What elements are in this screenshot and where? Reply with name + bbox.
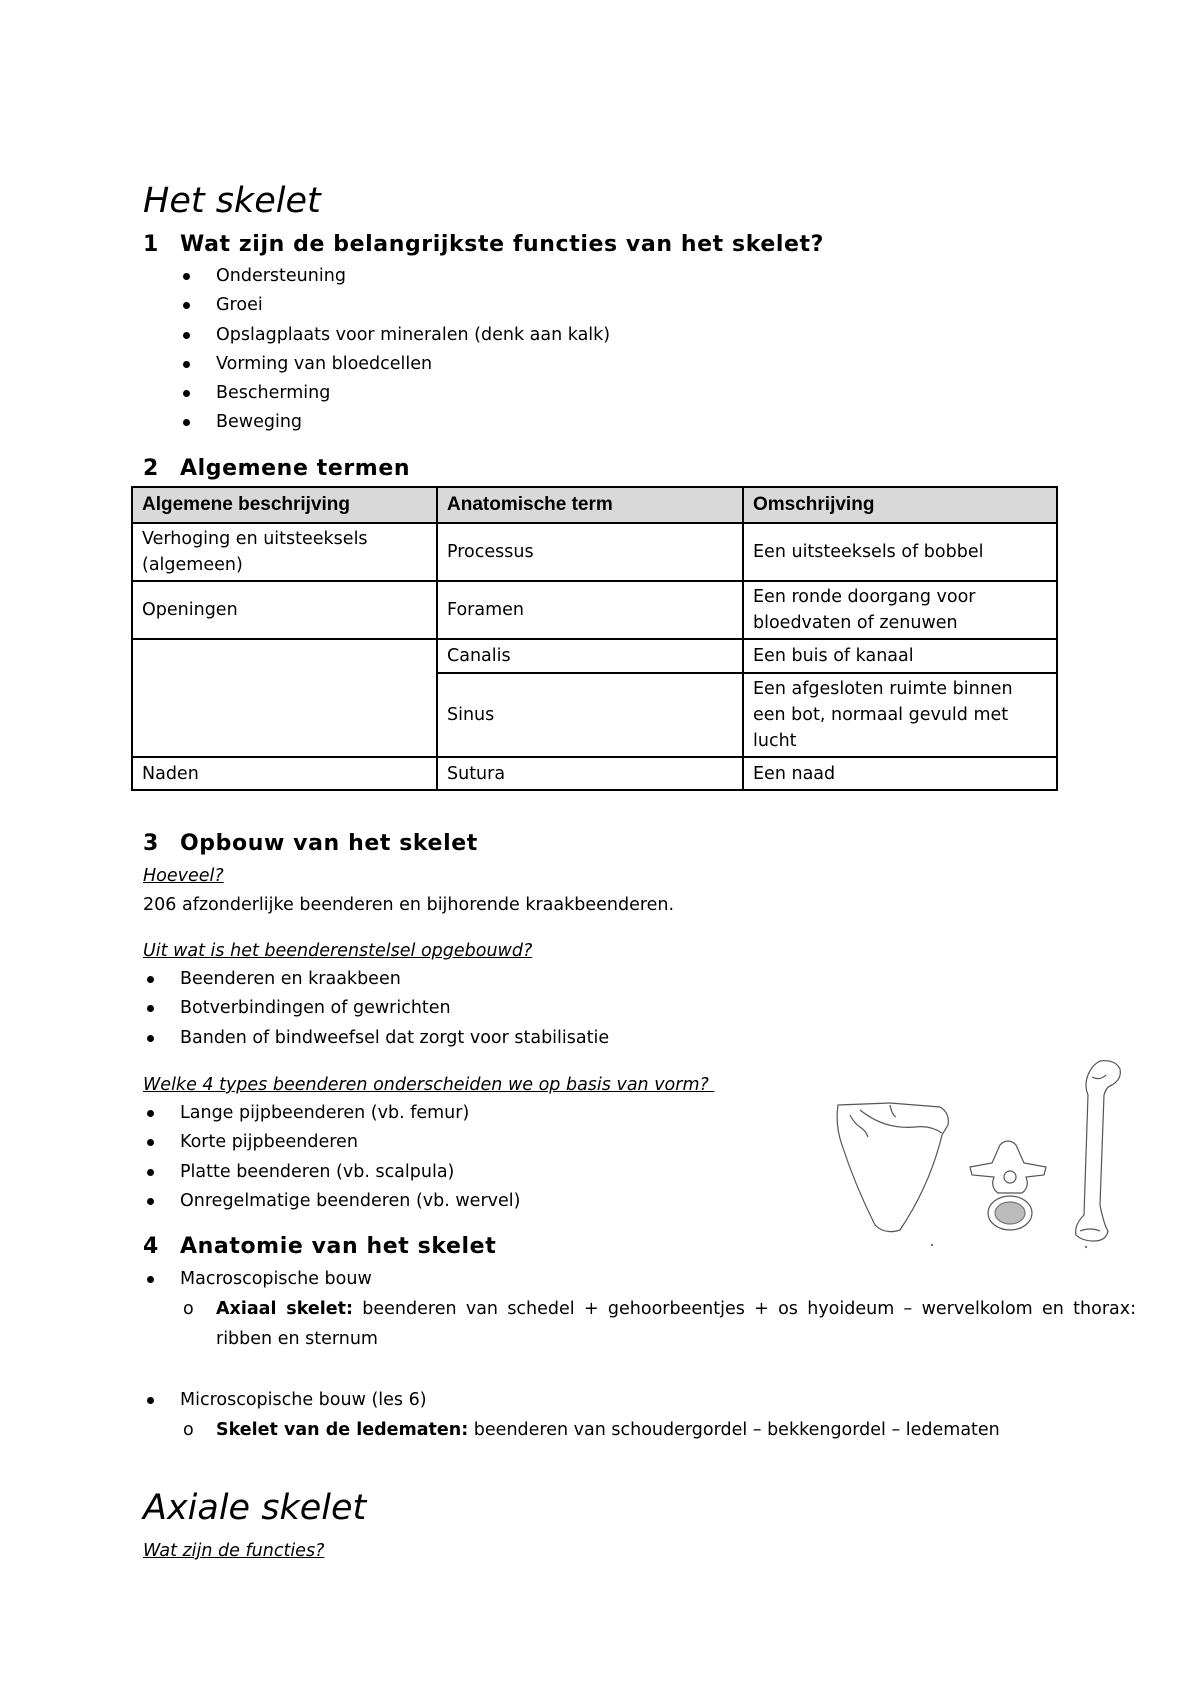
table-header-cell: Anatomische term [437,487,743,523]
list-item: Onregelmatige beenderen (vb. wervel) [143,1187,743,1216]
list-item: Microscopische bouw (les 6) [143,1386,1063,1415]
table-row [132,581,1057,639]
list-item: Platte beenderen (vb. scalpula) [143,1158,743,1187]
section3-title: Opbouw van het skelet [180,831,478,856]
table-cell: Een buis of kanaal [743,639,1057,673]
vertebra-illustration [970,1141,1046,1230]
limbs-skeleton-label: Skelet van de ledematen: [216,1420,469,1440]
section4-number: 4 [143,1234,159,1259]
functions-list [143,262,1043,438]
list-item: Groei [143,291,1043,320]
list-item: Beweging [143,408,1043,437]
sublist-item-limbs [143,1415,1136,1445]
scapula-illustration [837,1103,948,1232]
section2-heading [143,455,410,483]
list-item: Ondersteuning [143,262,1043,291]
section2-number: 2 [143,456,159,481]
table-cell: Verhoging en uitsteeksels (algemeen) [132,523,437,581]
anatomy-list-2 [143,1386,1063,1415]
table-cell: Een uitsteeksels of bobbel [743,523,1057,581]
section4-heading [143,1233,496,1261]
limbs-skeleton-text: beenderen van schoudergordel – bekkengordel – ledematen [468,1420,1000,1440]
list-item: Beenderen en kraakbeen [143,965,843,994]
table-cell: Een afgesloten ruimte binnen een bot, normaal gevuld met lucht [743,673,1057,757]
sub-bullet-marker: o [183,1299,194,1319]
list-item: Botverbindingen of gewrichten [143,994,843,1023]
table-cell: Een ronde doorgang voor bloedvaten of zenuwen [743,581,1057,639]
table-row [132,639,1057,673]
page-title: Het skelet [143,181,321,221]
answer-hoeveel: 206 afzonderlijke beenderen en bijhorende kraakbeenderen. [143,895,675,915]
section2-title: Algemene termen [180,456,411,481]
table-cell: Sinus [437,673,743,757]
table-cell: Foramen [437,581,743,639]
table-header-cell: Omschrijving [743,487,1057,523]
question-functions: Wat zijn de functies? [143,1541,325,1561]
section1-title: Wat zijn de belangrijkste functies van het skelet? [180,232,824,257]
bone-types-list [143,1099,743,1216]
table-cell: Canalis [437,639,743,673]
list-item: Opslagplaats voor mineralen (denk aan kalk) [143,321,1043,350]
table-header-cell: Algemene beschrijving [132,487,437,523]
section3-number: 3 [143,831,159,856]
composition-list [143,965,843,1053]
table-cell: Openingen [132,581,437,639]
list-item: Vorming van bloedcellen [143,350,1043,379]
table-row [132,523,1057,581]
list-item: Banden of bindweefsel dat zorgt voor stabilisatie [143,1024,843,1053]
terms-table [131,486,1058,791]
question-opgebouwd: Uit wat is het beenderenstelsel opgebouwd? [143,941,533,961]
mark-dot [931,1244,933,1246]
axial-skeleton-text: beenderen van schedel + gehoorbeentjes + os hyoideum – wervelkolom en thorax: ribben en sternum [216,1299,1136,1349]
question-hoeveel: Hoeveel? [143,866,224,886]
table-row [132,757,1057,790]
section4-title: Anatomie van het skelet [180,1234,497,1259]
list-item: Macroscopische bouw [143,1265,1063,1294]
section1-heading [143,231,824,259]
list-item: Lange pijpbeenderen (vb. femur) [143,1099,743,1128]
section3-heading [143,830,478,858]
table-cell [132,639,437,757]
list-item: Bescherming [143,379,1043,408]
table-cell: Naden [132,757,437,790]
list-item: Korte pijpbeenderen [143,1128,743,1157]
anatomy-list [143,1265,1063,1294]
table-header-row [132,487,1057,523]
mark-dot [1085,1246,1087,1248]
section1-number: 1 [143,232,159,257]
femur-illustration [1076,1061,1121,1241]
section-title-axiale: Axiale skelet [143,1488,367,1528]
axial-skeleton-label: Axiaal skelet: [216,1299,353,1319]
table-cell: Een naad [743,757,1057,790]
sub-bullet-marker: o [183,1420,194,1440]
table-cell: Sutura [437,757,743,790]
question-types: Welke 4 types beenderen onderscheiden we op basis van vorm? [143,1075,715,1095]
sublist-item-axial [143,1294,1136,1354]
table-cell: Processus [437,523,743,581]
bone-illustrations [830,1055,1130,1250]
